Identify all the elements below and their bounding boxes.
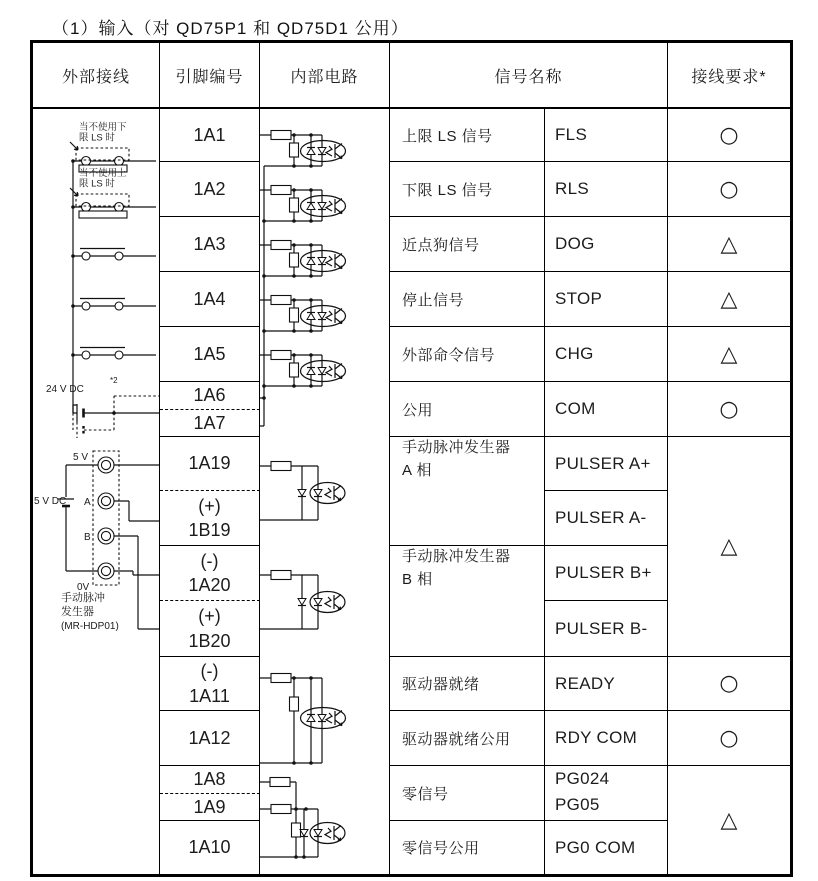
req-pulser: △ (668, 437, 790, 657)
signal-name-ready: 驱动器就绪 (390, 657, 545, 711)
24v-dc-supply-symbol (46, 376, 159, 438)
pin-1a1: 1A1 (160, 109, 260, 162)
pin-1a2: 1A2 (160, 162, 260, 217)
header-external-wiring: 外部接线 (33, 43, 160, 109)
header-pin-number: 引脚编号 (160, 43, 260, 109)
generator-model-label: (MR-HDP01) (61, 621, 119, 632)
pin-1b19 (160, 491, 260, 546)
pin-1a10: 1A10 (160, 821, 260, 874)
note-upper-ls-line1: 当不使用上 (79, 168, 127, 179)
terminal-5v-label: 5 V (73, 452, 89, 463)
signal-code-chg: CHG (545, 327, 668, 382)
internal-circuit-diagram (260, 109, 390, 874)
signal-code-pg0 (545, 766, 668, 821)
external-wiring-diagram (33, 109, 160, 874)
dog-switch-symbol (73, 249, 156, 261)
terminal-0v-label: 0V (77, 582, 90, 593)
pin-1a8: 1A8 (160, 766, 260, 794)
pin-polarity: (+) (198, 495, 221, 516)
signal-code-fls: FLS (545, 109, 668, 162)
signal-name-pg0com: 零信号公用 (390, 821, 545, 874)
header-wiring-requirement: 接线要求* (668, 43, 790, 109)
pin-1a6: 1A6 (160, 382, 260, 410)
signal-code-pg0com: PG0 COM (545, 821, 668, 874)
req-fls: ○ (668, 109, 790, 162)
header-internal-circuit: 内部电路 (260, 43, 390, 109)
pin-1a11 (160, 657, 260, 711)
supply-5v-label: 5 V DC (34, 496, 67, 507)
pin-1a3: 1A3 (160, 217, 260, 272)
pin-1a4: 1A4 (160, 272, 260, 327)
signal-name-pulser-a (390, 437, 545, 546)
pin-1a20 (160, 546, 260, 601)
signal-name-pg0: 零信号 (390, 766, 545, 821)
signal-name-com: 公用 (390, 382, 545, 437)
optocoupler-circuit-1a1 (260, 131, 346, 168)
signal-name-dog: 近点狗信号 (390, 217, 545, 272)
signal-name-pulser-b (390, 546, 545, 657)
ready-circuit (260, 674, 346, 765)
optocoupler-circuit-1a5 (260, 351, 346, 388)
note-lower-ls-line1: 当不使用下 (79, 122, 127, 133)
pin-polarity: (+) (198, 606, 221, 627)
io-signal-table (30, 40, 793, 877)
generator-name-line2: 发生器 (61, 606, 94, 618)
pin-number: 1B20 (188, 630, 231, 651)
signal-name-chg: 外部命令信号 (390, 327, 545, 382)
signal-code-rdycom: RDY COM (545, 711, 668, 766)
signal-name-fls: 上限 LS 信号 (390, 109, 545, 162)
note-upper-ls-line2: 限 LS 时 (79, 178, 115, 190)
signal-name-rls: 下限 LS 信号 (390, 162, 545, 217)
signal-code-rls: RLS (545, 162, 668, 217)
req-pg0: △ (720, 807, 738, 833)
pin-number: 1B19 (188, 520, 231, 540)
terminal-a-label: A (84, 497, 91, 508)
pg0-code-line1: PG024 (555, 769, 610, 788)
req-dog: △ (668, 217, 790, 272)
pulser-name: 手动脉冲发生器 (402, 439, 511, 456)
pin-1a9: 1A9 (160, 794, 260, 821)
supply-24v-label: 24 V DC (46, 384, 84, 395)
signal-code-pulser-b-plus: PULSER B+ (545, 546, 668, 601)
upper-limit-switch-symbol (70, 121, 156, 172)
pin-polarity: (-) (200, 550, 219, 571)
signal-code-dog: DOG (545, 217, 668, 272)
header-signal-name: 信号名称 (390, 43, 668, 109)
signal-code-pulser-a-minus: PULSER A- (545, 491, 668, 546)
signal-code-pulser-a-plus: PULSER A+ (545, 437, 668, 491)
req-rls: ○ (668, 162, 790, 217)
signal-code-pulser-b-minus: PULSER B- (545, 601, 668, 657)
optocoupler-circuit-1a2 (260, 186, 346, 223)
pulse-generator-symbol (34, 451, 159, 632)
stop-switch-symbol (73, 299, 156, 311)
req-rdycom: ○ (668, 711, 790, 766)
input-common-bus (71, 159, 75, 413)
signal-code-ready: READY (545, 657, 668, 711)
signal-code-com: COM (545, 382, 668, 437)
lower-limit-switch-symbol (70, 167, 156, 218)
zero-signal-circuit (260, 778, 345, 859)
generator-name-line1: 手动脉冲 (61, 592, 105, 604)
pin-1a7: 1A7 (160, 410, 260, 437)
req-stop: △ (668, 272, 790, 327)
optocoupler-circuit-1a4 (260, 296, 346, 333)
supply-24v-note: *2 (110, 376, 118, 385)
pin-1a5: 1A5 (160, 327, 260, 382)
optocoupler-circuit-1a3 (260, 241, 346, 278)
pin-number: 1A11 (189, 685, 230, 706)
page-title: （1）输入（对 QD75P1 和 QD75D1 公用） (52, 19, 409, 38)
pin-polarity: (-) (200, 661, 219, 682)
pg0-code-line2: PG05 (555, 794, 600, 814)
pulser-phase: A 相 (402, 461, 432, 479)
pulser-name: 手动脉冲发生器 (402, 548, 511, 565)
req-com: ○ (668, 382, 790, 437)
signal-code-stop: STOP (545, 272, 668, 327)
pulser-a-circuit (260, 462, 345, 521)
signal-name-rdycom: 驱动器就绪公用 (390, 711, 545, 766)
pin-1a12: 1A12 (160, 711, 260, 766)
pin-number: 1A20 (188, 575, 231, 595)
terminal-b-label: B (84, 532, 91, 543)
chg-switch-symbol (73, 348, 156, 360)
common-return-bus (260, 166, 266, 426)
pulser-phase: B 相 (402, 570, 433, 588)
pin-1a19: 1A19 (160, 437, 260, 491)
signal-name-stop: 停止信号 (390, 272, 545, 327)
req-ready: ○ (668, 657, 790, 711)
pulser-b-circuit (260, 571, 345, 630)
req-chg: △ (668, 327, 790, 382)
pin-1b20 (160, 601, 260, 657)
note-lower-ls-line2: 限 LS 时 (79, 132, 115, 144)
